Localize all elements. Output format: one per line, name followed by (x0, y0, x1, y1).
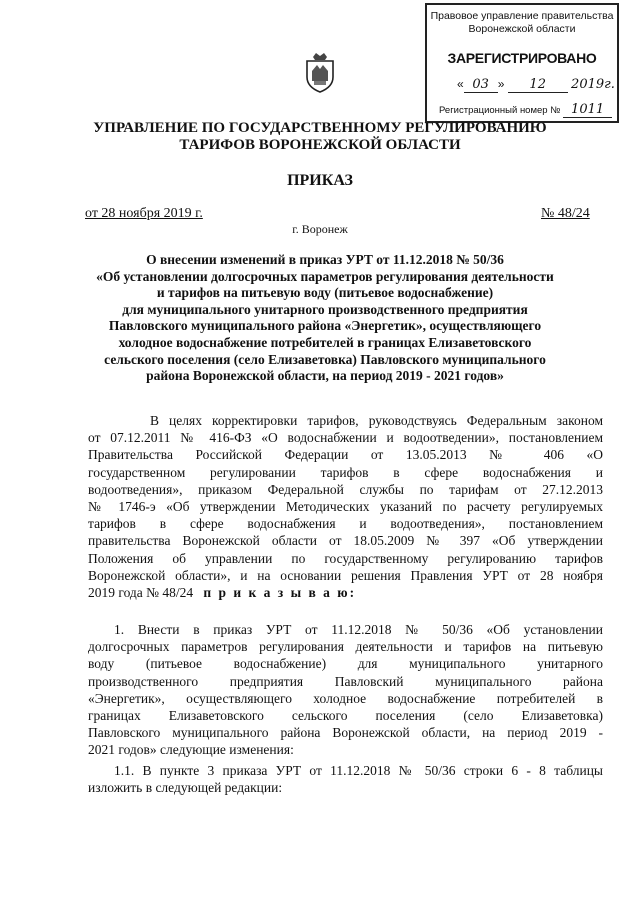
stamp-year: 2019г. (571, 77, 615, 92)
text-line: воду (питьевое водоснабжение) для муниципального унитарного (88, 656, 603, 672)
title-line: холодное водоснабжение потребителей в границах Елизаветовского (118, 334, 532, 350)
text-line: 2021 годов» следующие изменения: (88, 742, 294, 758)
stamp-month: 12 (508, 77, 568, 93)
preamble-paragraph (88, 412, 603, 601)
text-line: В целях корректировки тарифов, руководствуясь Федеральным законом (150, 413, 603, 428)
registration-stamp (425, 3, 619, 123)
text-line: правительства Воронежской области от 18.05.2009 № 397 «Об утверждении (88, 533, 603, 549)
text-line: Воронежской области», и на основании решения Правления УРТ от 28 ноября (88, 567, 603, 583)
stamp-reg-label: Регистрационный номер № (439, 105, 561, 116)
org-name-line2: ТАРИФОВ ВОРОНЕЖСКОЙ ОБЛАСТИ (179, 137, 461, 153)
stamp-reg-number (439, 102, 612, 117)
text-line: «Энергетик», осуществляющего холодное водоснабжение потребителей в (88, 690, 603, 706)
text-line: Положения об управлении по государственному регулированию тарифов (88, 550, 603, 566)
stamp-authority-line2: Воронежской области (468, 23, 576, 35)
title-line: «Об установлении долгосрочных параметров регулирования деятельности (96, 268, 554, 284)
text-line: 1.1. В пункте 3 приказа УРТ от 11.12.2018 № 50/36 строки 6 - 8 таблицы (114, 763, 603, 778)
stamp-reg-value: 1011 (563, 102, 612, 118)
text-line: водоотведения», приказом Федеральной службы по тарифам от 27.12.2013 (88, 481, 603, 497)
text-line: № 1746-э «Об утверждении Методических указаний по расчету регулируемых (88, 499, 603, 515)
title-line: Павловского муниципального района «Энергетик», осуществляющего (108, 318, 542, 334)
stamp-date: « 03 » 12 2019г. (457, 77, 615, 92)
document-title (75, 252, 575, 385)
stamp-authority-line1: Правовое управление правительства (430, 10, 614, 22)
coat-of-arms-icon (303, 51, 337, 93)
document-city: г. Воронеж (292, 222, 348, 236)
text-line: 1. Внести в приказ УРТ от 11.12.2018 № 50/36 «Об установлении (114, 622, 603, 637)
text-line (88, 584, 603, 601)
org-name-line1: УПРАВЛЕНИЕ ПО ГОСУДАРСТВЕННОМУ РЕГУЛИРОВАНИЮ (93, 120, 547, 136)
document-type: ПРИКАЗ (287, 172, 353, 189)
text-line: Павловского муниципального района Воронежской области, на период 2019 - (88, 725, 603, 741)
title-line: сельского поселения (село Елизаветовка) Павловского муниципального (104, 351, 546, 367)
text-line: Правительства Российской Федерации от 13.05.2013 № 406 «О (88, 447, 603, 463)
text-segment: 2019 года № 48/24 (88, 585, 194, 601)
text-line: от 07.12.2011 № 416-ФЗ «О водоснабжении и водоотведении», постановлением (88, 430, 603, 446)
document-date: от 28 ноября 2019 г. (85, 206, 203, 221)
text-line: долгосрочных параметров регулирования деятельности и тарифов на питьевую (88, 639, 603, 655)
text-line: производственного предприятия Павловский муниципального района (88, 673, 603, 689)
document-number: № 48/24 (541, 206, 590, 221)
text-line: изложить в следующей редакции: (88, 780, 283, 796)
clause-1-paragraph (88, 621, 603, 759)
title-line: для муниципального унитарного производственного предприятия (122, 301, 528, 317)
text-line: государственном регулировании тарифов в сфере водоснабжения и (88, 464, 603, 480)
stamp-day: 03 (464, 77, 498, 93)
clause-1-1-paragraph (88, 762, 603, 796)
title-line: и тарифов на питьевую воду (питьевое водоснабжение) (156, 285, 494, 301)
order-keyword: п р и к а з ы в а ю: (203, 585, 357, 601)
title-line: района Воронежской области, на период 2019 - 2021 годов» (146, 368, 504, 384)
text-line: тарифов в сфере водоснабжения и водоотведения», постановлением (88, 516, 603, 532)
text-line: границах Елизаветовского сельского поселения (село Елизаветовка) (88, 708, 603, 724)
stamp-registered-label: ЗАРЕГИСТРИРОВАНО (447, 50, 597, 66)
title-line: О внесении изменений в приказ УРТ от 11.12.2018 № 50/36 (146, 252, 504, 267)
